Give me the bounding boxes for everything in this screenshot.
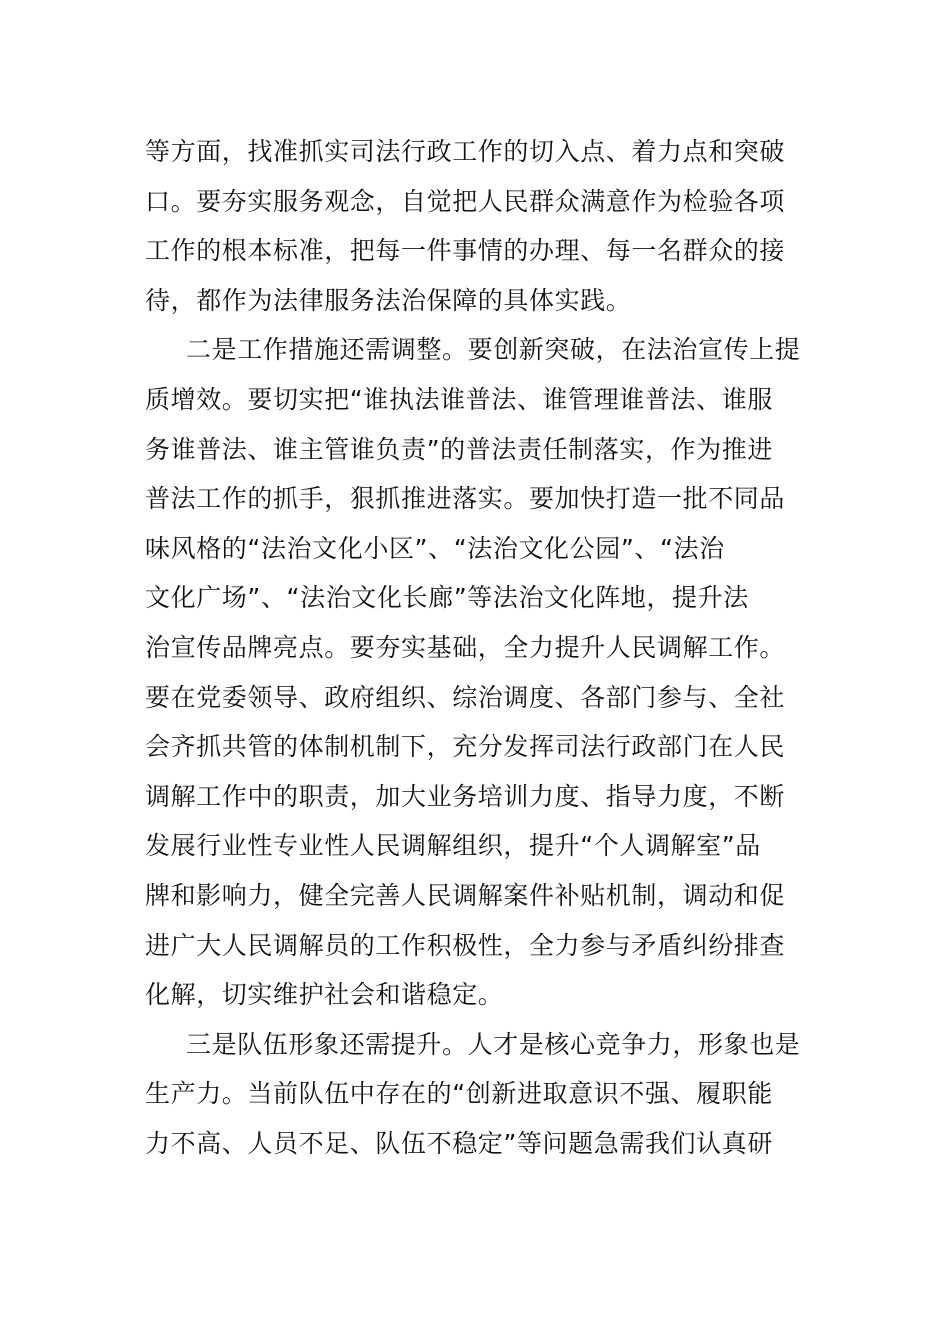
text-line: 牌和影响力，健全完善人民调解案件补贴机制，调动和促 bbox=[145, 880, 786, 910]
text-line: 会齐抓共管的体制机制下，充分发挥司法行政部门在人民 bbox=[145, 732, 786, 762]
body-text bbox=[145, 127, 805, 1168]
text-line: 要在党委领导、政府组织、综治调度、各部门参与、全社 bbox=[145, 682, 786, 712]
text-line: 务谁普法、谁主管谁负责”的普法责任制落实，作为推进 bbox=[145, 434, 773, 464]
text-line: 治宣传品牌亮点。要夯实基础，全力提升人民调解工作。 bbox=[145, 632, 786, 662]
text-line: 发展行业性专业性人民调解组织，提升“个人调解室”品 bbox=[145, 831, 761, 861]
text-line: 口。要夯实服务观念，自觉把人民群众满意作为检验各项 bbox=[145, 186, 786, 216]
text-line: 待，都作为法律服务法治保障的具体实践。 bbox=[145, 285, 632, 315]
text-line: 普法工作的抓手，狠抓推进落实。要加快打造一批不同品 bbox=[145, 484, 786, 514]
text-line: 调解工作中的职责，加大业务培训力度、指导力度，不断 bbox=[145, 781, 786, 811]
text-line: 等方面，找准抓实司法行政工作的切入点、着力点和突破 bbox=[145, 137, 786, 166]
paragraph-start-line: 三是队伍形象还需提升。人才是核心竞争力，形象也是 bbox=[186, 1029, 801, 1059]
text-line: 味风格的“法治文化小区”、“法治文化公园”、“法治 bbox=[145, 533, 725, 563]
text-line: 进广大人民调解员的工作积极性，全力参与矛盾纠纷排查 bbox=[145, 930, 786, 960]
text-line: 生产力。当前队伍中存在的“创新进取意识不强、履职能 bbox=[145, 1079, 773, 1109]
text-line: 质增效。要切实把“谁执法谁普法、谁管理谁普法、谁服 bbox=[145, 384, 773, 414]
paragraph-start-line: 二是工作措施还需调整。要创新突破，在法治宣传上提 bbox=[186, 335, 801, 365]
text-line: 文化广场”、“法治文化长廊”等法治文化阵地，提升法 bbox=[145, 583, 749, 613]
text-line: 化解，切实维护社会和谐稳定。 bbox=[145, 980, 504, 1010]
text-line: 工作的根本标准，把每一件事情的办理、每一名群众的接 bbox=[145, 236, 786, 266]
text-line: 力不高、人员不足、队伍不稳定”等问题急需我们认真研 bbox=[145, 1128, 773, 1158]
